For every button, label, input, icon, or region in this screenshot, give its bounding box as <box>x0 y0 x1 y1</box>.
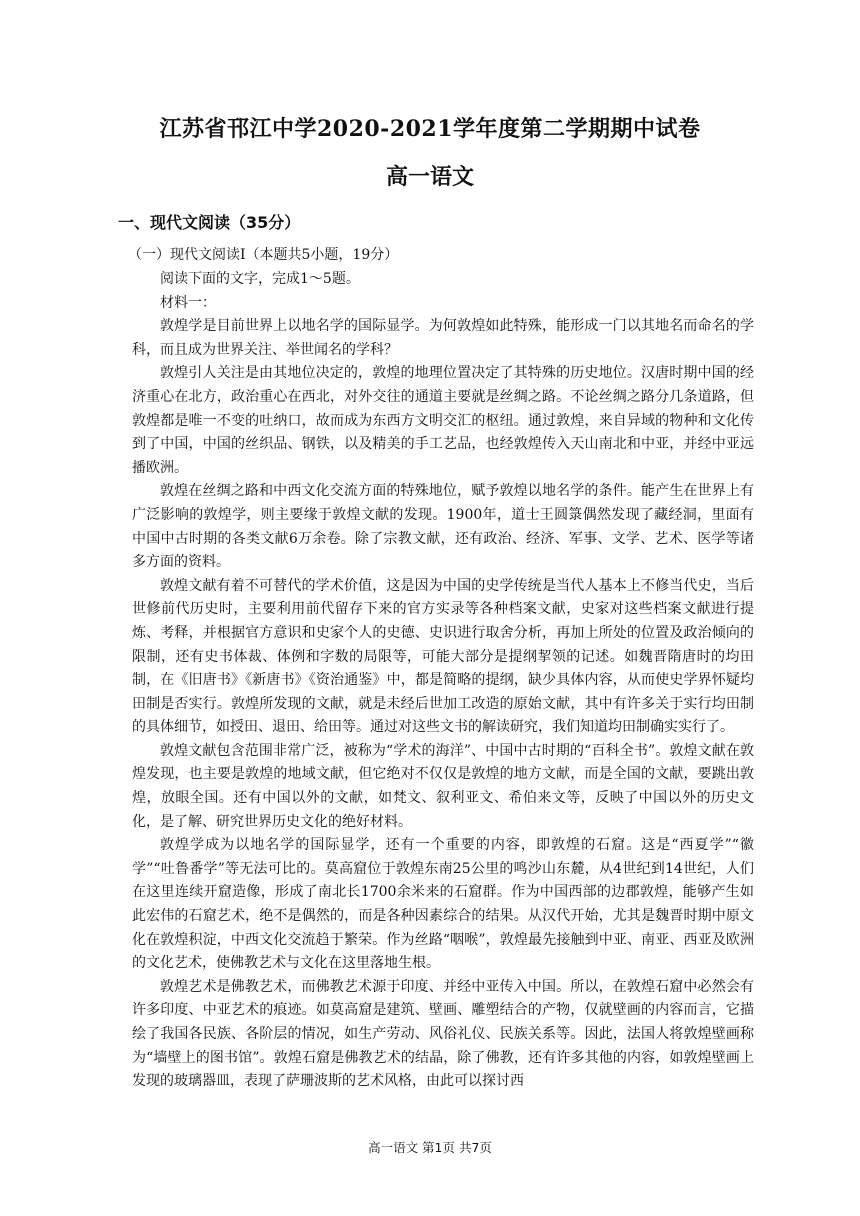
passage-paragraph: 敦煌文献有着不可替代的学术价值，这是因为中国的史学传统是当代人基本上不修当代史，当后世修前代历史时，主要利用前代留存下来的官方实录等各种档案文献，史家对这些档案文献进行提炼、考释，并根据官方意识和史家个人的史德、史识进行取舍分析，再加上所处的位置及政治倾向的限制，还有史书体裁、体例和字数的局限等，可能大部分是提纲挈领的记述。如魏晋隋唐时的均田制，在《旧唐书》《新唐书》《资治通鉴》中，都是简略的提纲，缺少具体内容，从而使史学界怀疑均田制是否实行。敦煌所发现的文献，就是未经后世加工改造的原始文献，其中有许多关于实行均田制的具体细节，如授田、退田、给田等。通过对这些文书的解读研究，我们知道均田制确实实行了。 <box>132 577 754 736</box>
passage-paragraph: 敦煌艺术是佛教艺术，而佛教艺术源于印度、并经中亚传入中国。所以，在敦煌石窟中必然会有许多印度、中亚艺术的痕迹。如莫高窟是建筑、壁画、雕塑结合的产物，仅就壁画的内容而言，它描绘了我国各民族、各阶层的情况，如生产劳动、风俗礼仪、民族关系等。因此，法国人将敦煌壁画称为“墙壁上的图书馆”。敦煌石窟是佛教艺术的结晶，除了佛教，还有许多其他的内容，如敦煌壁画上发现的玻璃器皿，表现了萨珊波斯的艺术风格，由此可以探讨西 <box>132 978 754 1090</box>
exam-subject: 高一语文 <box>385 164 474 190</box>
material-label: 材料一： <box>160 294 216 311</box>
passage-paragraph: 敦煌在丝绸之路和中西文化交流方面的特殊地位，赋予敦煌以地名学的条件。能产生在世界上有广泛影响的敦煌学，则主要缘于敦煌文献的发现。1900年，道士王圆箓偶然发现了藏经洞，里面有中国中古时期的各类文献6万余卷。除了宗教文献，还有政治、经济、军事、文学、艺术、医学等诸多方面的资料。 <box>132 483 754 571</box>
instruction-paragraph: 阅读下面的文字，完成1～5题。 <box>160 271 360 287</box>
section-heading: 一、现代文阅读（35分） <box>118 213 301 232</box>
subsection-heading: （一）现代文阅读Ⅰ（本题共5小题，19分） <box>128 247 399 263</box>
page-footer: 高一语文 第1页 共7页 <box>368 1140 492 1155</box>
reading-passage <box>132 268 754 1094</box>
passage-paragraph: 敦煌学成为以地名学的国际显学，还有一个重要的内容，即敦煌的石窟。这是“西夏学”“徽学”“吐鲁番学”等无法可比的。莫高窟位于敦煌东南25公里的鸣沙山东麓，从4世纪到14世纪，人们在这里连续开窟造像，形成了南北长1700余米来的石窟群。作为中国西部的边郡敦煌，能够产生如此宏伟的石窟艺术，绝不是偶然的，而是各种因素综合的结果。从汉代开始，尤其是魏晋时期中原文化在敦煌积淀，中西文化交流趋于繁荣。作为丝路“咽喉”，敦煌最先接触到中亚、南亚、西亚及欧洲的文化艺术，使佛教艺术与文化在这里落地生根。 <box>132 837 754 972</box>
passage-paragraph: 敦煌学是目前世界上以地名学的国际显学。为何敦煌如此特殊，能形成一门以其地名而命名的学科，而且成为世界关注、举世闻名的学科？ <box>132 318 754 358</box>
exam-title: 江苏省邗江中学2020-2021学年度第二学期期中试卷 <box>159 116 701 142</box>
passage-paragraph: 敦煌引人关注是由其地位决定的，敦煌的地理位置决定了其特殊的历史地位。汉唐时期中国的经济重心在北方，政治重心在西北，对外交往的通道主要就是丝绸之路。不论丝绸之路分几条道路，但敦煌都是唯一不变的吐纳口，故而成为东西方文明交汇的枢纽。通过敦煌，来自异域的物种和文化传到了中国，中国的丝织品、钢铁，以及精美的手工艺品，也经敦煌传入天山南北和中亚，并经中亚远播欧洲。 <box>132 365 754 476</box>
passage-paragraph: 敦煌文献包含范围非常广泛，被称为“学术的海洋”、中国中古时期的“百科全书”。敦煌文献在敦煌发现，也主要是敦煌的地域文献，但它绝对不仅仅是敦煌的地方文献，而是全国的文献，要跳出敦煌，放眼全国。还有中国以外的文献，如梵文、叙利亚文、希伯来文等，反映了中国以外的历史文化，是了解、研究世界历史文化的绝好材料。 <box>132 742 754 830</box>
